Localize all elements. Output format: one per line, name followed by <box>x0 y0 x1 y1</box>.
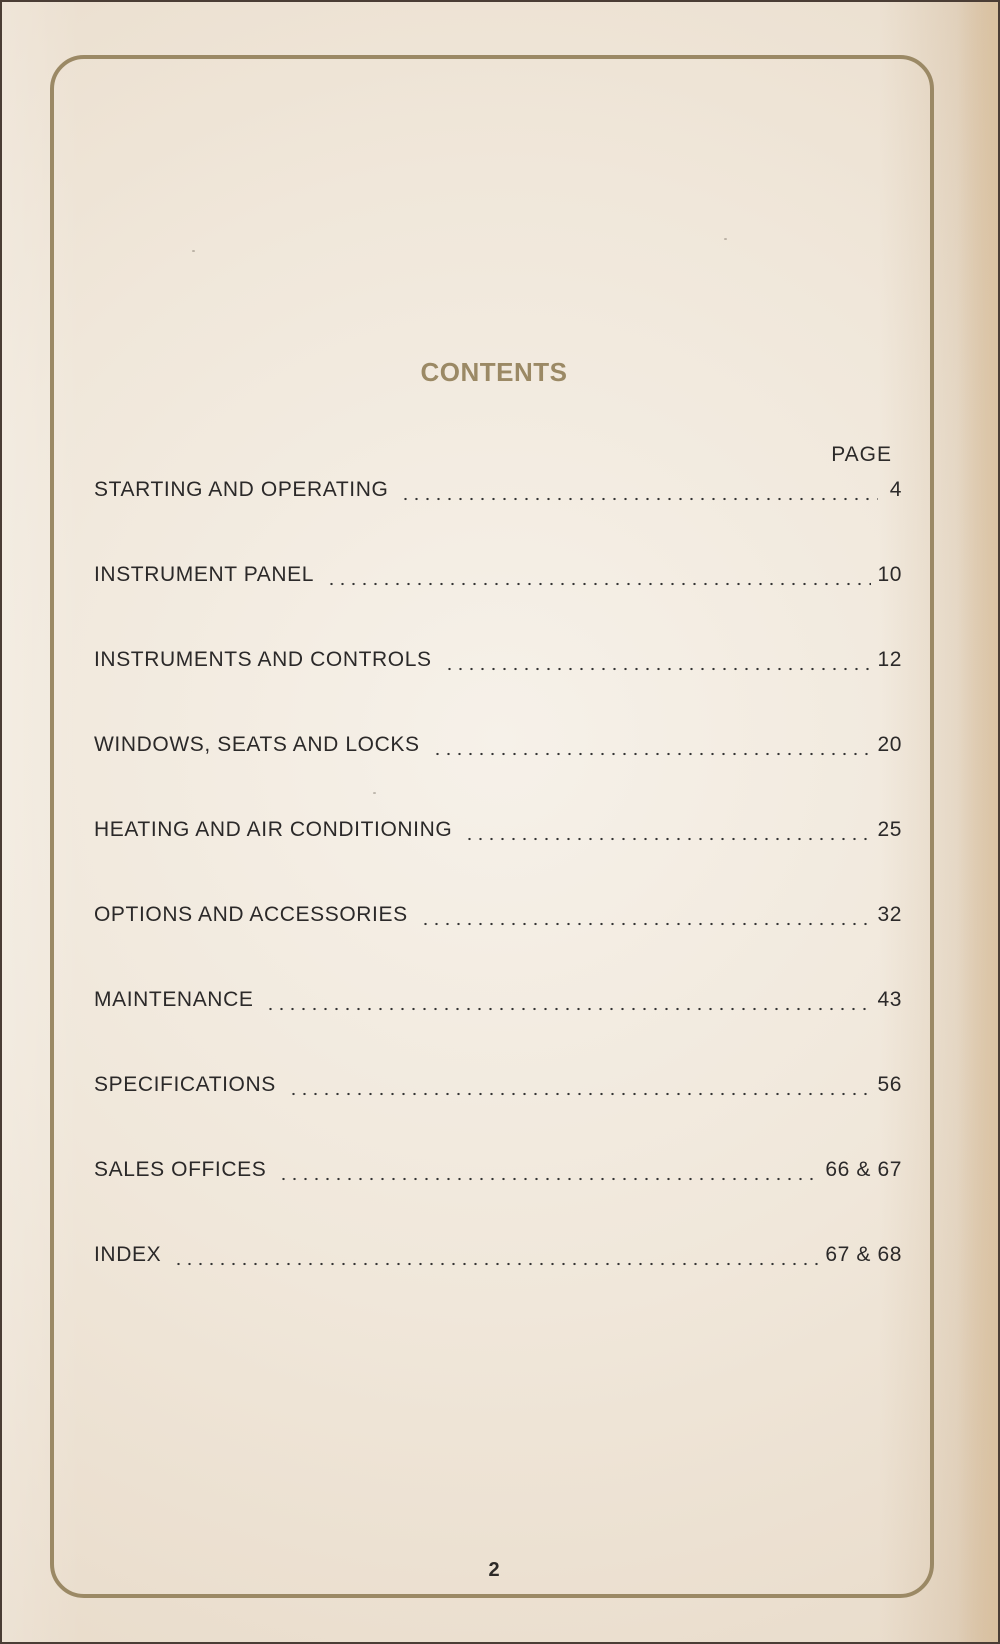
toc-entry[interactable] <box>94 818 902 903</box>
table-of-contents <box>94 478 902 1328</box>
toc-entry-page: 32 <box>877 903 902 926</box>
toc-entry-page: 12 <box>877 648 902 671</box>
toc-entry-title: HEATING AND AIR CONDITIONING <box>94 818 453 841</box>
toc-entry-title: MAINTENANCE <box>94 988 254 1011</box>
toc-entry-page: 20 <box>877 733 902 756</box>
toc-entry[interactable] <box>94 903 902 988</box>
toc-entry-page: 10 <box>877 563 902 586</box>
paper-speck <box>724 238 727 240</box>
dot-leader <box>464 829 871 845</box>
toc-entry[interactable] <box>94 648 902 733</box>
toc-entry[interactable] <box>94 1158 902 1243</box>
toc-entry-title: WINDOWS, SEATS AND LOCKS <box>94 733 420 756</box>
paper-speck <box>192 250 195 252</box>
dot-leader <box>326 574 871 590</box>
toc-entry[interactable] <box>94 478 902 563</box>
toc-entry[interactable] <box>94 733 902 818</box>
toc-entry[interactable] <box>94 1243 902 1328</box>
toc-entry-title: INSTRUMENTS AND CONTROLS <box>94 648 432 671</box>
toc-entry[interactable] <box>94 1073 902 1158</box>
toc-entry-title: SPECIFICATIONS <box>94 1073 276 1096</box>
dot-leader <box>173 1254 819 1270</box>
dot-leader <box>288 1084 872 1100</box>
toc-entry-page: 4 <box>889 478 902 501</box>
dot-leader <box>265 999 871 1015</box>
toc-entry-page: 56 <box>877 1073 902 1096</box>
dot-leader <box>432 744 872 760</box>
dot-leader <box>400 489 878 505</box>
toc-entry-title: STARTING AND OPERATING <box>94 478 389 501</box>
toc-entry-title: OPTIONS AND ACCESSORIES <box>94 903 408 926</box>
dot-leader <box>420 914 872 930</box>
page-column-header: PAGE <box>831 443 892 466</box>
contents-title: CONTENTS <box>420 357 568 387</box>
toc-entry-page: 67 & 68 <box>825 1243 902 1266</box>
toc-entry[interactable] <box>94 988 902 1073</box>
page-number: 2 <box>488 1559 500 1581</box>
dot-leader <box>444 659 872 675</box>
dot-leader <box>278 1169 819 1185</box>
toc-entry-page: 66 & 67 <box>825 1158 902 1181</box>
toc-entry-title: INSTRUMENT PANEL <box>94 563 315 586</box>
toc-entry-title: SALES OFFICES <box>94 1158 267 1181</box>
toc-entry[interactable] <box>94 563 902 648</box>
toc-entry-title: INDEX <box>94 1243 162 1266</box>
toc-entry-page: 43 <box>877 988 902 1011</box>
toc-entry-page: 25 <box>877 818 902 841</box>
